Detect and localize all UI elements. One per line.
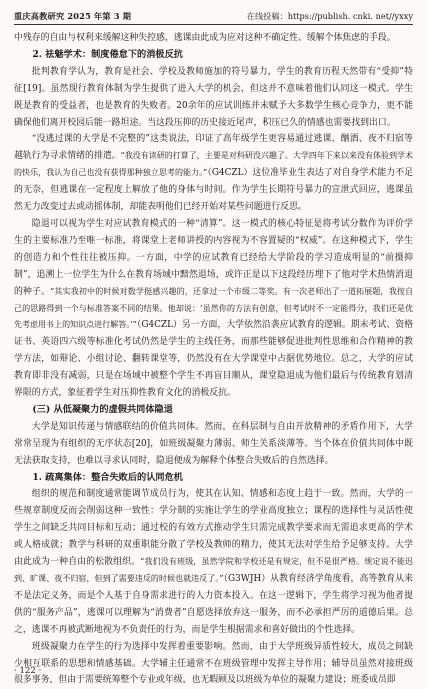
journal-title: 重庆高教研究 2025 年第 3 期 xyxy=(14,11,132,21)
paragraph xyxy=(14,131,413,216)
paragraph: 批判教育学认为，教育是社会、学校及教师施加的符号暴力，学生的教育历程天然带有“受抑”特征[19]。虽然现行教育体制为学生提供了进入大学的机会，但这并不意味着他们认同这一模式。学生既是教育的受益者，也是教育的失败者。20余年的应试训练并未赋予大多数学生核心竞争力，更不能确保他们离开校园后能一路坦途。当这段压抑的历史接近尾声，积压已久的情感也需要找到出口。 xyxy=(14,66,413,128)
paragraph-text: （G3WJH）从教育经济学角度看，高等教育从来不是法定义务，而是个人基于自身需求进行的人力资本投入。在这一逻辑下，学生将学习视为他者提供的“服务产品”，逃课可以理解为“消费者”自愿选择放弃这一服务，而不必承担严厉的道德后果。总之，逃课不再被武断地视为不负责任的行为，而是学生根据需求和喜好做出的个性选择。 xyxy=(14,574,413,635)
interview-quote: “我没有读研的打算了，主要是对科研没兴趣了。大学四年下来以来没有体验到学术的快乐，我认为自己也没有获得那种独立思考的能力。” xyxy=(14,151,413,178)
article-body xyxy=(14,30,413,689)
paragraph: 中残存的自由与权利来缓解这种失控感，逃课由此成为应对这种不确定性、缓解个体焦虑的手段。 xyxy=(14,33,396,43)
interview-quote: “其实我初中的时候对数学挺感兴趣的，还拿过一个市级二等奖。有一次老师出了一道拓展题，我按自己的思路得到一个与标准答案不同的结果。他却说：‘虽然你的方法有创意，但考试时不一定能得分，我们还是优先考虑用书上的知识点进行解答。’” xyxy=(14,286,414,330)
section-heading: (三) 从低凝聚力的虚假共同体隐退 xyxy=(32,403,173,415)
subsection-heading: 2. 祛魅学术：制度倦怠下的消极反抗 xyxy=(32,48,183,60)
interview-quote: “我们没有班级，虽然学院和学校还是有规定，但不是很严格。规定说不能迟到、旷课、夜不归宿，但到了需要违反的时候也就违反了。” xyxy=(14,557,413,583)
paragraph: 大学是知识传递与情感联结的价值共同体。然而，在科层制与自由开放精神的矛盾作用下，大学常常呈现为有组织的无序状态[20]，如班级凝聚力薄弱、师生关系淡薄等。当个体在价值共同体中既无法获取支持，也难以寻求认同时，隐退便成为解释个体整合失败后的自然选择。 xyxy=(14,421,413,466)
header-rule xyxy=(14,24,413,25)
running-header xyxy=(14,8,413,22)
paragraph-text: （G4CZL）另一方面，大学依然沿袭应试教育的逻辑。期末考试、资格证书、英语四六级等标准化考试仍然是学生的主线任务，而那些能够促进批判性思维和合作精神的教学方法，如辩论、小组讨论、翻转课堂等，仍然没有在大学课堂中占据优势地位。总之，大学的应试教育即非没有减弱，只是在场域中被整个学生不再盲目顺从，课堂隐退成为他们最后与传统教育划清界限的方式，象征着学生对压抑性教育文化的消极反抗。 xyxy=(14,320,414,399)
paragraph xyxy=(14,216,413,402)
paragraph-text: “没逃过课的大学是不完整的”这类说法，印证了高年级学生更容易通过逃课、酗酒、夜不归宿等越轨行为寻求情绪的排遣。 xyxy=(14,134,413,162)
paragraph-text: 组织的规范和制度通常能调节成员行为，使其在认知、情感和态度上趋于一致。然而，大学的一些规章制度反而会削弱这种一致性：学分制的实施让学生的学业高度独立；课程的选择性与灵活性使学生之间缺乏共同目标和互动；通过校的有效方式推动学生只需完成教学要求而无需追求更高的学术或人格成就；教学与科研的双重职能分散了学校及教师的精力，使其无法对学生给予足够支持。大学由此成为一种自由的松散组织。 xyxy=(14,489,413,568)
page-number: · 122 · xyxy=(14,666,42,676)
paragraph: 班级凝聚力在学生的行为选择中发挥着重要影响。然而，由于大学班级异质性较大，成员之间缺少相互联系的思想和情感基础。大学辅主任通常不在班级管理中发挥主导作用；辅导员虽然对接班级很多事务，但由于需要统筹整个专业或年级，也无暇顾及以班级为单位的凝聚力建设；班委成员即 xyxy=(14,641,413,686)
paragraph-text: 隐退可以视为学生对应试教育模式的一种“清算”。这一模式的核心特征是将考试分数作为评价学生的主要标准乃至唯一标准，将课堂上老师讲授的内容视为不容置疑的“权威”。在这种模式下，学生的创造力和个性往往被压抑。一方面，中学的应试教育已经给大学阶段的学习造成明显的“前摄抑制”，追溯上一位学生为什么在教育场域中黯然退场，或许正是以下这段经历埋下了他对学术热情消退的种子。 xyxy=(14,218,413,297)
paragraph-text: （G4CZL）这位准毕业生表达了对自身学术能力不足的无奈，但逃课在一定程度上解放了他的身体与时间。作为学生长期符号暴力的宣泄式回应，逃课虽然无力改变过去或动摇体制，却能表明他们已经开始对某些问题进行反思。 xyxy=(14,168,413,213)
paragraph xyxy=(14,486,413,638)
submission-url: 在线投稿：https://publish. cnki. net//yxxy xyxy=(246,11,413,21)
subsection-heading: 1. 疏离集体：整合失败后的认同危机 xyxy=(32,471,183,483)
